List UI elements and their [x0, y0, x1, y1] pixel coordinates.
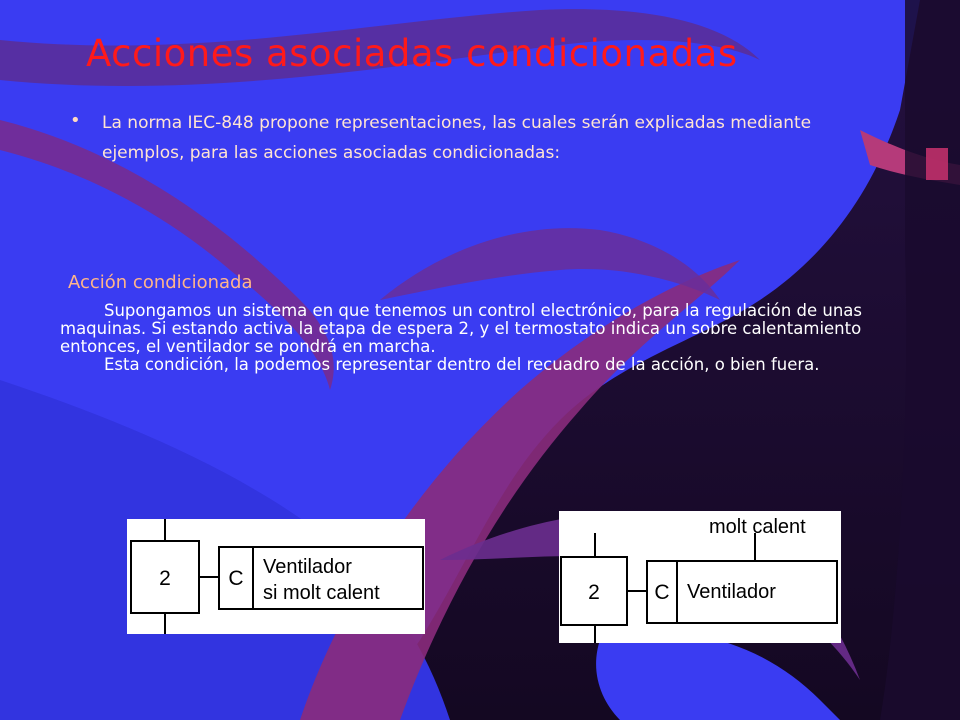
slide-title: Acciones asociadas condicionadas	[86, 32, 738, 75]
diagram-condition-inside	[127, 519, 425, 634]
qualifier-label: C	[654, 581, 670, 604]
condition-label: molt calent	[709, 516, 806, 538]
body-text	[60, 302, 936, 374]
action-label: Ventilador	[687, 581, 776, 603]
paragraph-2-text: Esta condición, la podemos representar dentro del recuadro de la acción, o bien fuera.	[104, 355, 820, 374]
qualifier-label: C	[228, 567, 244, 590]
paragraph-2	[60, 356, 936, 374]
action-line-1: Ventilador	[263, 556, 352, 578]
diagram-condition-outside	[559, 511, 841, 643]
section-subtitle: Acción condicionada	[68, 272, 253, 293]
step-number: 2	[588, 581, 600, 604]
paragraph-1-text: Supongamos un sistema en que tenemos un control electrónico, para la regulación de unas maquinas. Si estando activa la etapa de espera 2, y el termostato indica un sobre calentamiento entonces, el ventilador se pondrá en marcha.	[60, 301, 863, 356]
bullet-dot-icon: •	[70, 110, 81, 131]
action-line-2: si molt calent	[263, 582, 380, 604]
step-number: 2	[159, 567, 171, 590]
bullet-item	[70, 108, 830, 168]
paragraph-1	[60, 302, 936, 356]
bullet-text: La norma IEC-848 propone representaciones, las cuales serán explicadas mediante ejemplos, para las acciones asociadas condicionadas:	[102, 113, 812, 163]
